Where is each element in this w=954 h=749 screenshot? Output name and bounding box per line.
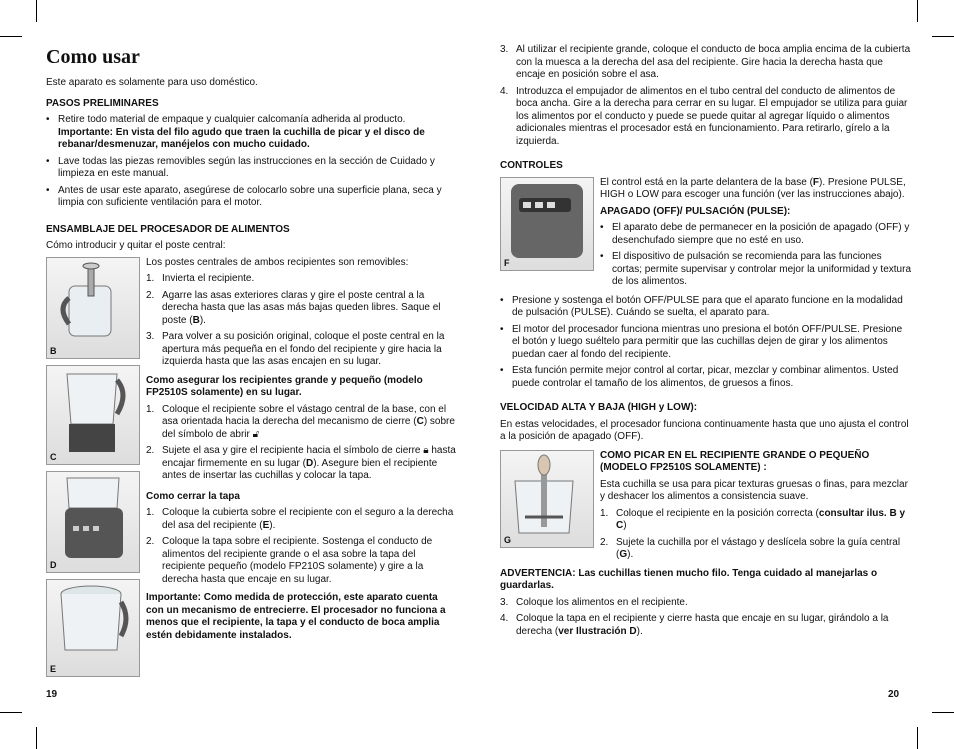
figure-c: [46, 365, 140, 465]
prelim-heading: PASOS PRELIMINARES: [46, 97, 159, 109]
crop-mark: [0, 36, 22, 37]
figures-column: [46, 257, 140, 677]
cont-steps: [500, 44, 912, 148]
speed-text: En estas velocidades, el procesador funciona continuamente hasta que uno ajusta el control a la posición de apagado (OFF).: [500, 418, 909, 442]
crop-mark: [0, 712, 22, 713]
crop-mark: [917, 0, 918, 22]
off-list: [600, 222, 912, 289]
list-item: 1. Invierta el recipiente.: [146, 273, 255, 284]
chop-heading: COMO PICAR EN EL RECIPIENTE GRANDE O PEQUEÑO (MODELO FP2510S SOLAMENTE) :: [600, 449, 870, 473]
list-item: • Antes de usar este aparato, asegúrese de colocarlo sobre una superficie plana, seca y limpia con suficiente ventilación para el motor.: [46, 185, 456, 210]
crop-mark: [36, 0, 37, 22]
assembly-heading: ENSAMBLAJE DEL PROCESADOR DE ALIMENTOS: [46, 223, 290, 235]
list-item: 2. Sujete la cuchilla por el vástago y deslícela sobre la guía central (G).: [600, 536, 901, 560]
crop-mark: [917, 727, 918, 749]
list-item: 4. Introduzca el empujador de alimentos en el tubo central del conducto de alimentos de boca ancha. Gire a la derecha para cerrar en su lugar. El empujador se utiliza para guiar los alimentos por el conducto y puede se puede quitar al agregar líquido o alimentos adicionales mientras el procesador está en funcionamiento. Para retirarlo, gírelo a la izquierda.: [500, 85, 908, 147]
figure-b: [46, 257, 140, 359]
figure-d: [46, 471, 140, 573]
figure-label: E: [50, 663, 57, 674]
lid-heading: Como cerrar la tapa: [146, 490, 240, 502]
list-item: • El dispositivo de pulsación se recomienda para las funciones cortas; permite supervisar y controlar mejor la uniformidad y textura de los alimentos.: [600, 251, 912, 289]
chop-steps: [600, 508, 912, 562]
lid-steps: [146, 507, 456, 586]
off-list-cont: [500, 295, 912, 391]
off-heading: APAGADO (OFF)/ PULSACIÓN (PULSE):: [600, 205, 791, 217]
blade-insert-icon: [505, 451, 589, 541]
controls-text: El control está en la parte delantera de la base (F). Presione PULSE, HIGH o LOW para escoger una función (ver las instrucciones abajo). APAGADO (OFF)/ PULSACIÓN (PULSE): • El aparato debe de permanecer en la posición de apagado (OFF) y desenchufado siempre que no esté en uso. • El dispositivo de pulsación se recomienda para las funciones cortas; permite supervisar y controlar mejor la uniformidad y textura de los alimentos.: [600, 177, 912, 295]
list-item: 2. Sujete el asa y gire el recipiente hacia el símbolo de cierre 🔒︎ hasta encajar firmemente en su lugar (D). Asegure bien el recipiente antes de insertar las cuchillas y colocar la tapa.: [146, 445, 456, 481]
figure-label: F: [504, 257, 510, 268]
figure-label: D: [50, 559, 57, 570]
base-controls-icon: [53, 472, 133, 564]
list-item: 2. Coloque la tapa sobre el recipiente. Sostenga el conducto de alimentos del recipiente grande o el asa sobre la tapa del recipiente pequeño (modelo FP210S solamente) y gire a la derecha hasta que encaje en su lugar.: [146, 536, 433, 585]
prelim-list: [46, 114, 456, 210]
crop-mark: [36, 727, 37, 749]
post-steps: [146, 273, 456, 369]
figure-label: B: [50, 345, 57, 356]
list-item: 3. Para volver a su posición original, coloque el poste central en la apertura más pequeña en el fondo del recipiente y gire hacia la izquierda hasta que las asas encajen en su lugar.: [146, 331, 445, 367]
bowl-lid-icon: [53, 580, 133, 666]
bowl-on-base-icon: [53, 366, 133, 456]
list-item: • Presione y sostenga el botón OFF/PULSE para que el aparato funcione en la modalidad de pulsación (PULSE). Cuándo se suelta, el aparato para.: [500, 295, 912, 320]
crop-mark: [932, 36, 954, 37]
assembly-text: [146, 257, 456, 647]
control-panel-icon: [505, 178, 589, 264]
list-item: • El motor del procesador funciona mientras uno presiona el botón OFF/PULSE. Presione el botón y luego suéltelo para permitir que las cuchillas dejen de girar y los alimentos puedan caer al fondo del recipiente.: [500, 324, 912, 362]
list-item: 1. Coloque el recipiente sobre el vástago central de la base, con el asa orientada hacia la derecha del mecanismo de cierre (C) sobre del símbolo de abrir 🔓︎: [146, 403, 455, 440]
controls-heading: CONTROLES: [500, 160, 563, 171]
list-item: • Esta función permite mejor control al cortar, picar, mezclar y combinar alimentos. Usted puede controlar el tamaño de los alimentos, de gruesos a finos.: [500, 365, 912, 390]
speed-heading: VELOCIDAD ALTA Y BAJA (HIGH y LOW):: [500, 402, 698, 413]
bowl-post-icon: [53, 258, 133, 348]
list-item: 3. Al utilizar el recipiente grande, coloque el conducto de boca amplia encima de la cubierta con la muesca a la derecha del asa del recipiente. Gire hacia la derecha hasta que encaje en posición sobre el asa.: [500, 44, 911, 80]
figure-e: [46, 579, 140, 677]
page-title: Como usar: [46, 46, 140, 68]
list-item: • Lave todas las piezas removibles según las instrucciones en la sección de Cuidado y limpieza en este manual.: [46, 156, 456, 181]
unlock-icon: 🔓︎: [252, 428, 260, 440]
chop-text: COMO PICAR EN EL RECIPIENTE GRANDE O PEQUEÑO (MODELO FP2510S SOLAMENTE) : Esta cuchilla se usa para picar texturas gruesas o finas, para mezclar y deshacer los alimentos a consistencia suave. 1. Coloque el recipiente en la posición correcta (consultar ilus. B y C) 2. Sujete la cuchilla por el vástago y deslícela sobre la guía central (G).: [600, 450, 912, 568]
warning-note: ADVERTENCIA: Las cuchillas tienen mucho filo. Tenga cuidado al manejarlas o guardarlas.: [500, 567, 878, 591]
secure-steps: [146, 404, 456, 483]
final-steps: [500, 597, 912, 639]
assembly-intro: Cómo introducir y quitar el poste central:: [46, 240, 226, 251]
crop-mark: [932, 712, 954, 713]
list-item: • Retire todo material de empaque y cualquier calcomanía adherida al producto. Importante: En vista del filo agudo que traen la cuchilla de picar y el disco de rebanar/desmenuzar, manéjelos con mucho cuidado.: [46, 114, 456, 152]
left-page: [46, 40, 456, 677]
right-page: [500, 40, 912, 644]
list-item: 1. Coloque el recipiente en la posición correcta (consultar ilus. B y C): [600, 507, 906, 531]
figure-label: C: [50, 451, 57, 462]
page-number: 19: [46, 689, 58, 700]
figure-g: [500, 450, 594, 548]
secure-heading: Como asegurar los recipientes grande y pequeño (modelo FP2510S solamente) en su lugar.: [146, 374, 423, 398]
list-item: 2. Agarre las asas exteriores claras y gire el poste central a la derecha hasta que las asas más bajas queden libres. Saque el poste (B).: [146, 289, 441, 326]
important-note: Importante: Como medida de protección, este aparato cuenta con un mecanismo de entrecierre. El procesador no funciona a menos que el recipiente, la tapa y el conducto de boca amplia estén debidamente instalados.: [146, 592, 446, 641]
figure-label: G: [504, 534, 512, 545]
list-item: 1. Coloque la cubierta sobre el recipiente con el seguro a la derecha del asa del recipiente (E).: [146, 507, 454, 531]
lock-icon: 🔒︎: [423, 445, 429, 456]
intro-text: Este aparato es solamente para uso doméstico.: [46, 77, 258, 88]
figure-f: [500, 177, 594, 271]
page-number: 20: [888, 689, 900, 700]
post-intro: Los postes centrales de ambos recipientes son removibles:: [146, 256, 409, 268]
list-item: 3. Coloque los alimentos en el recipiente.: [500, 596, 688, 608]
list-item: 4. Coloque la tapa en el recipiente y cierre hasta que encaje en su lugar, girándolo a la derecha (ver Ilustración D).: [500, 613, 889, 637]
list-item: • El aparato debe de permanecer en la posición de apagado (OFF) y desenchufado siempre que no esté en uso.: [600, 222, 912, 247]
